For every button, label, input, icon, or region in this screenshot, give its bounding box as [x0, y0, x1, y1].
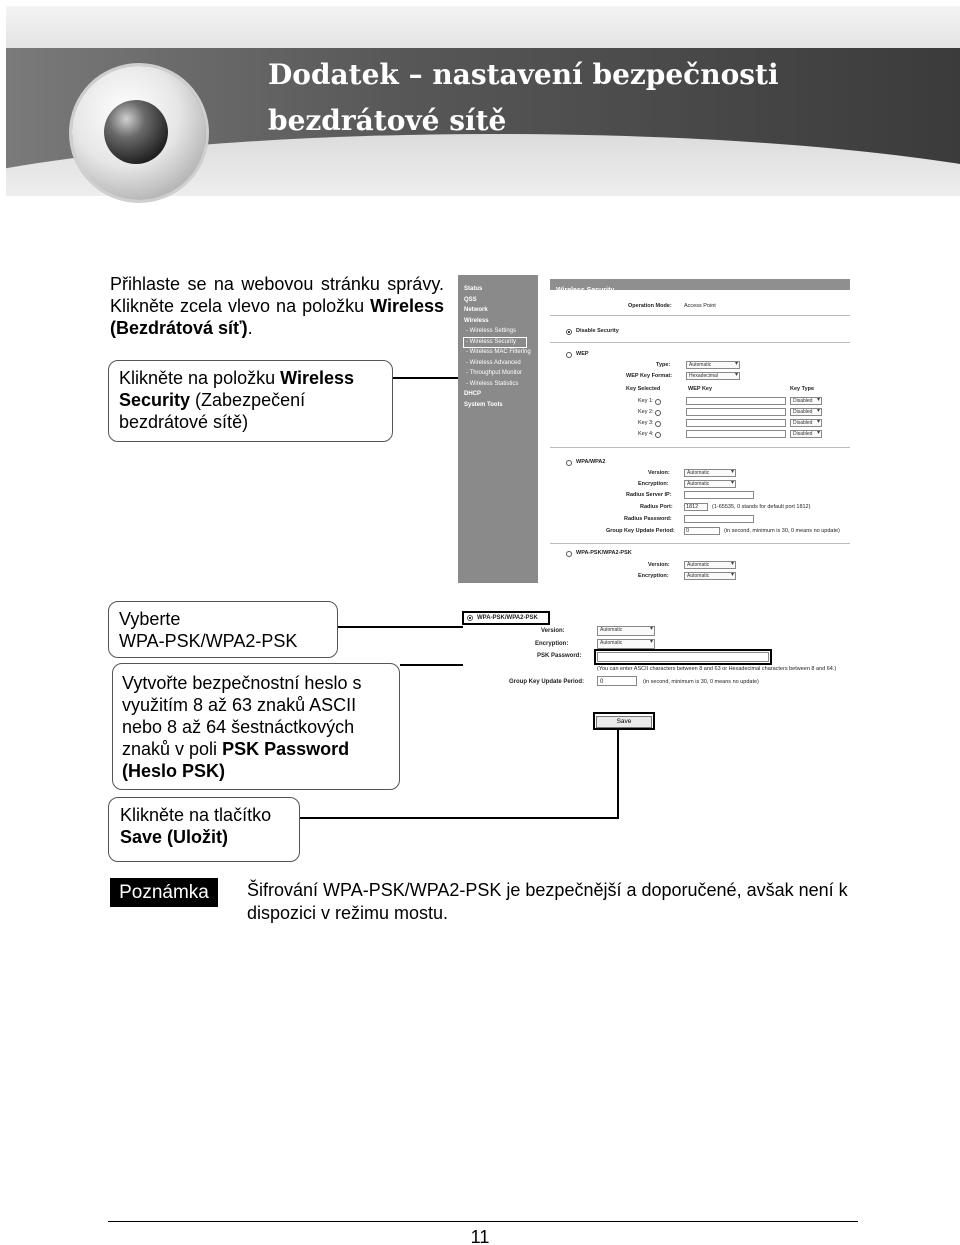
version-select[interactable]: Automatic ▾	[597, 626, 655, 636]
nav-item-wireless[interactable]: Wireless	[464, 318, 489, 324]
wpa-version-select[interactable]: Automatic ▾	[684, 469, 736, 477]
key-2-input[interactable]	[686, 408, 786, 416]
wep-format-select[interactable]: Hexadecimal ▾	[686, 372, 740, 380]
encryption-label: Encryption:	[535, 641, 569, 647]
callout-select-wpa: Vyberte WPA-PSK/WPA2-PSK	[108, 601, 338, 658]
nav-item-status[interactable]: Status	[464, 286, 483, 292]
operation-mode-value: Access Point	[684, 303, 716, 309]
disc-center-icon	[104, 100, 168, 164]
callout-wireless-security: Klikněte na položku Wireless Security (Zabezpečení bezdrátové sítě)	[108, 360, 393, 442]
key-2-label: Key 2:	[638, 409, 654, 415]
operation-mode-label: Operation Mode:	[628, 303, 672, 309]
psk-password-label: PSK Password:	[537, 653, 582, 659]
page-number: 11	[470, 1227, 490, 1245]
key-1-radio[interactable]	[655, 399, 661, 405]
nav-item-network[interactable]: Network	[464, 307, 488, 313]
note-text: Šifrování WPA-PSK/WPA2-PSK je bezpečnější a doporučené, avšak není k dispozici v režimu mostu.	[247, 880, 848, 923]
radius-password-input[interactable]	[684, 515, 754, 523]
radius-port-value: 1812	[686, 504, 699, 510]
radio-wpa-psk-selected[interactable]	[467, 615, 473, 621]
nav-item-dhcp[interactable]: DHCP	[464, 391, 482, 397]
group-key-label-2: Group Key Update Period:	[509, 679, 585, 685]
nav-item-system-tools[interactable]: System Tools	[464, 402, 503, 408]
footer-rule	[108, 1221, 858, 1222]
nav-item-wireless-security[interactable]: - Wireless Security	[466, 339, 517, 345]
connector-line	[338, 626, 464, 628]
connector-line	[617, 728, 619, 819]
callout-psk-password: Vytvořte bezpečnostní heslo s využitím 8 až 63 znaků ASCII nebo 8 až 64 šestnáctkových znaků v poli PSK Password (Heslo PSK)	[112, 663, 400, 790]
key-3-radio[interactable]	[655, 421, 661, 427]
psk-encryption-select[interactable]: Automatic ▾	[684, 572, 736, 580]
radius-ip-input[interactable]	[684, 491, 754, 499]
wpa-encryption-select[interactable]: Automatic ▾	[684, 480, 736, 488]
wep-key-header: WEP Key	[688, 386, 713, 392]
version-label: Version:	[541, 628, 565, 634]
radius-port-label: Radius Port:	[640, 504, 673, 510]
nav-highlight-box	[463, 337, 527, 348]
radius-password-label: Radius Password:	[624, 516, 672, 522]
router-nav-menu	[458, 275, 538, 583]
key-3-label: Key 3:	[638, 420, 654, 426]
wpa-psk-label: WPA-PSK/WPA2-PSK	[576, 550, 632, 556]
psk-password-input[interactable]	[597, 652, 769, 662]
psk-version-label: Version:	[648, 562, 670, 568]
group-key-input[interactable]	[684, 527, 720, 535]
group-key-value: 0	[686, 528, 690, 534]
nav-item-mac-filtering[interactable]: - Wireless MAC Filtering	[466, 349, 531, 355]
router-screenshot-security	[458, 275, 850, 583]
radio-wpa-wpa2[interactable]	[566, 460, 572, 466]
wpa-version-label: Version:	[648, 470, 670, 476]
key-type-header: Key Type	[790, 386, 815, 392]
save-button[interactable]: Save	[596, 716, 652, 728]
radius-port-hint: (1-65535, 0 stands for default port 1812)	[712, 504, 811, 510]
group-key-label: Group Key Update Period:	[606, 528, 675, 534]
key-4-radio[interactable]	[655, 432, 661, 438]
key-4-label: Key 4:	[638, 431, 654, 437]
nav-item-wireless-statistics[interactable]: - Wireless Statistics	[466, 381, 519, 387]
psk-hint: (You can enter ASCII characters between 8 and 63 or Hexadecimal characters between 8 and 64.)	[597, 666, 837, 672]
radius-ip-label: Radius Server IP:	[626, 492, 672, 498]
key-1-type-select[interactable]: Disabled ▾	[790, 397, 822, 405]
title-line-2: bezdrátové sítě	[268, 104, 507, 137]
disable-security-label: Disable Security	[576, 328, 619, 334]
radio-wpa-psk[interactable]	[566, 551, 572, 557]
encryption-select[interactable]: Automatic ▾	[597, 639, 655, 649]
key-3-input[interactable]	[686, 419, 786, 427]
key-2-type-select[interactable]: Disabled ▾	[790, 408, 822, 416]
nav-item-throughput-monitor[interactable]: - Throughput Monitor	[466, 370, 522, 376]
callout-save: Klikněte na tlačítko Save (Uložit)	[108, 797, 300, 862]
connector-line	[393, 377, 463, 379]
wpa-encryption-label: Encryption:	[638, 481, 669, 487]
radio-disable-security[interactable]	[566, 329, 572, 335]
psk-version-select[interactable]: Automatic ▾	[684, 561, 736, 569]
key-4-input[interactable]	[686, 430, 786, 438]
key-2-radio[interactable]	[655, 410, 661, 416]
group-key-value-2: 0	[600, 679, 604, 685]
key-1-input[interactable]	[686, 397, 786, 405]
wep-format-label: WEP Key Format:	[626, 373, 673, 379]
page-title	[268, 52, 779, 144]
wep-type-select[interactable]: Automatic ▾	[686, 361, 740, 369]
wpa-wpa2-label: WPA/WPA2	[576, 459, 606, 465]
group-key-hint: (in second, minimum is 30, 0 means no update)	[724, 528, 840, 534]
wpa-psk-title: WPA-PSK/WPA2-PSK	[477, 615, 538, 621]
note-badge: Poznámka	[110, 878, 218, 907]
key-4-type-select[interactable]: Disabled ▾	[790, 430, 822, 438]
group-key-hint-2: (in second, minimum is 30, 0 means no update)	[643, 679, 759, 685]
wep-type-label: Type:	[656, 362, 671, 368]
wep-label: WEP	[576, 351, 589, 357]
key-1-label: Key 1:	[638, 398, 654, 404]
nav-item-qss[interactable]: QSS	[464, 297, 477, 303]
psk-encryption-label: Encryption:	[638, 573, 669, 579]
connector-line	[300, 817, 618, 819]
key-3-type-select[interactable]: Disabled ▾	[790, 419, 822, 427]
panel-header: Wireless Security	[550, 279, 850, 290]
nav-item-wireless-settings[interactable]: - Wireless Settings	[466, 328, 517, 334]
nav-item-wireless-advanced[interactable]: - Wireless Advanced	[466, 360, 521, 366]
router-screenshot-psk	[463, 612, 855, 730]
intro-paragraph: Přihlaste se na webovou stránku správy. Klikněte zcela vlevo na položku Wireless (Bezdrátová síť).	[110, 274, 444, 338]
radio-wep[interactable]	[566, 352, 572, 358]
key-selected-header: Key Selected	[626, 386, 661, 392]
title-line-1: Dodatek – nastavení bezpečnosti	[268, 58, 779, 91]
